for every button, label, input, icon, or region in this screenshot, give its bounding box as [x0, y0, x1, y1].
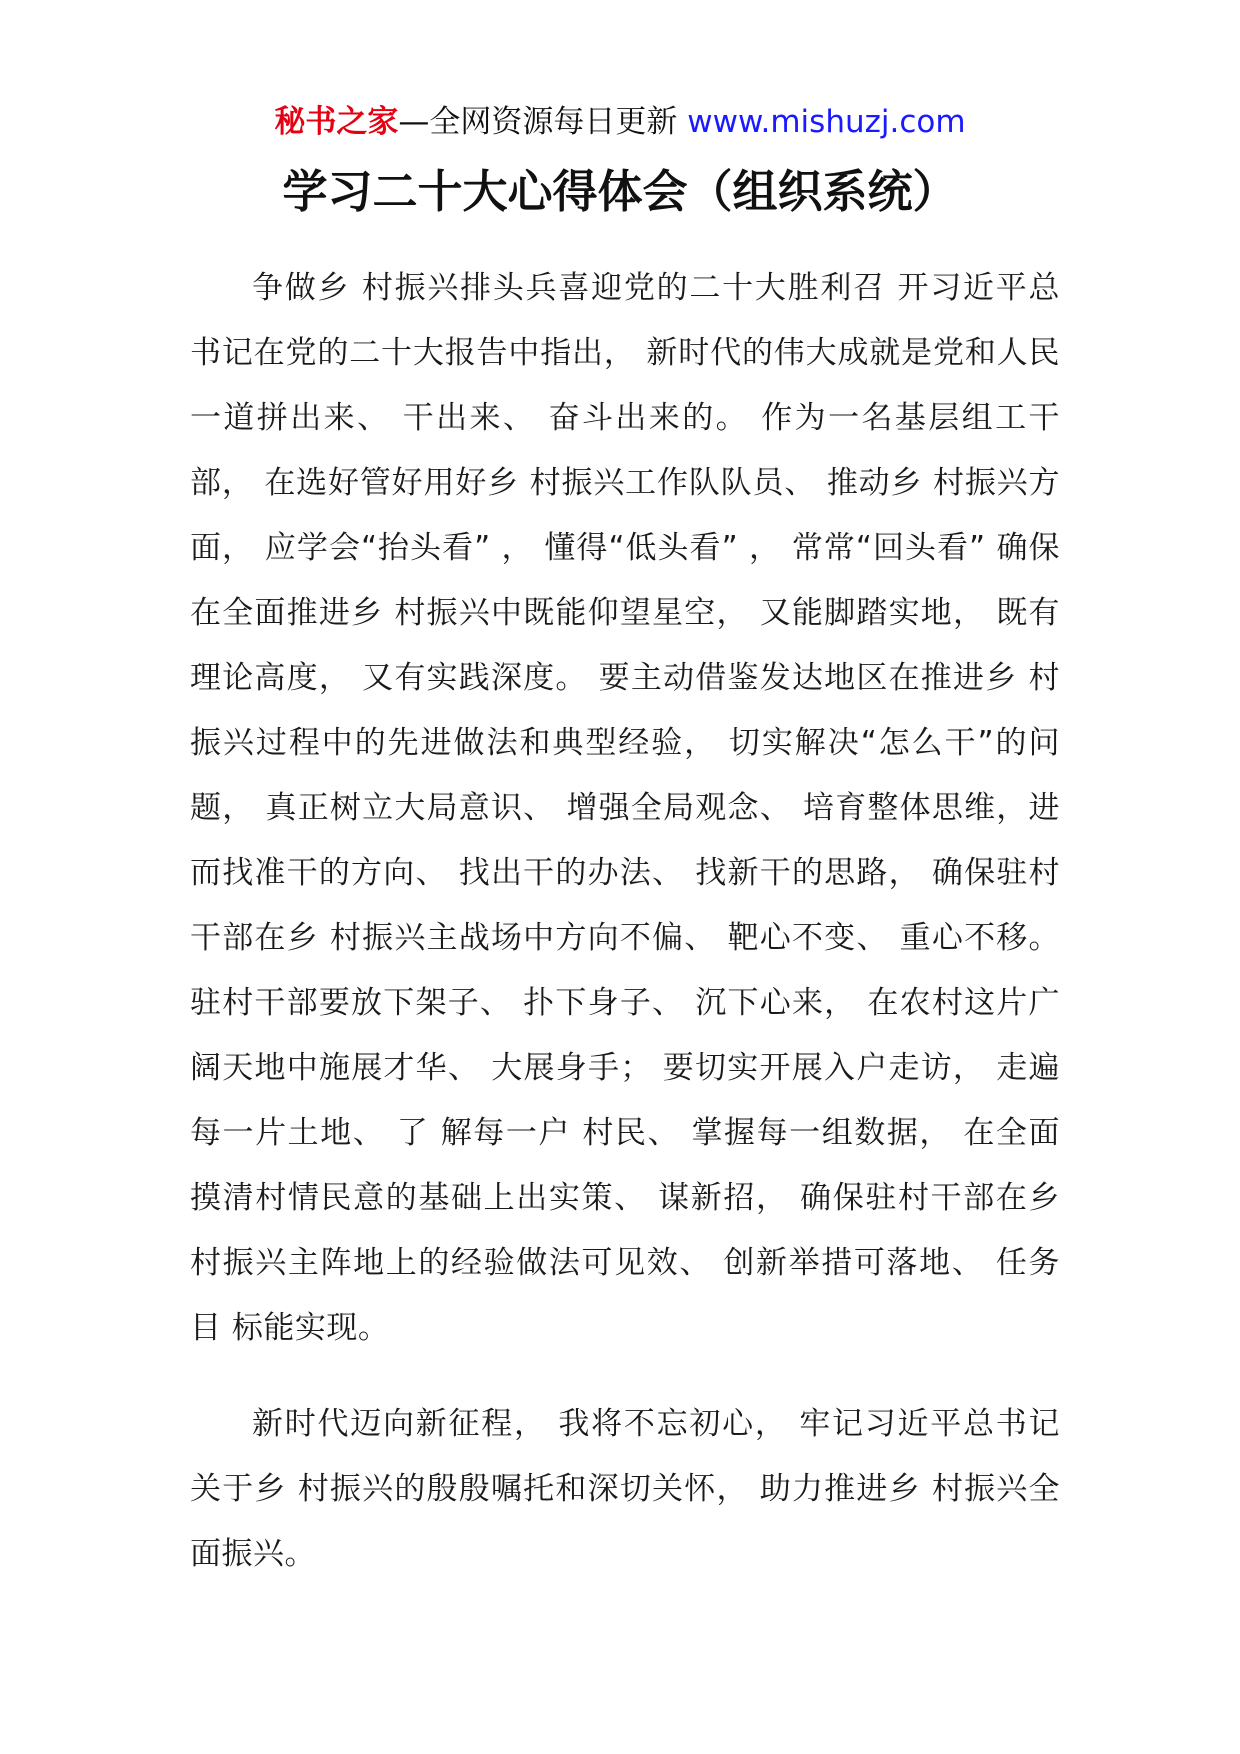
body-paragraph-2: 新时代迈向新征程， 我将不忘初心， 牢记习近平总书记关于乡 村振兴的殷殷嘱托和深切关怀， 助力推进乡 村振兴全面振兴。: [190, 1406, 1060, 1572]
header-banner: [0, 100, 1240, 144]
tagline: —全网资源每日更新: [398, 104, 688, 140]
body-paragraph-1: 争做乡 村振兴排头兵喜迎党的二十大胜利召 开习近平总书记在党的二十大报告中指出， 新时代的伟大成就是党和人民一道拼出来、 干出来、 奋斗出来的。 作为一名基层组工干部， 在选好管好用好乡 村振兴工作队队员、 推动乡 村振兴方面， 应学会“抬头看” ， 懂得“低头看” ， 常常“回头看” 确保在全面推进乡 村振兴中既能仰望星空， 又能脚踏实地， 既有理论高度， 又有实践深度。 要主动借鉴发达地区在推进乡 村振兴过程中的先进做法和典型经验， 切实解决“怎么干”的问题， 真正树立大局意识、 增强全局观念、 培育整体思维，进而找准干的方向、 找出干的办法、 找新干的思路， 确保驻村干部在乡 村振兴主战场中方向不偏、 靶心不变、 重心不移。 驻村干部要放下架子、 扑下身子、 沉下心来， 在农村这片广阔天地中施展才华、 大展身手； 要切实开展入户走访， 走遍每一片土地、 了 解每一户 村民、 掌握每一组数据， 在全面摸清村情民意的基础上出实策、 谋新招， 确保驻村干部在乡 村振兴主阵地上的经验做法可见效、 创新举措可落地、 任务目 标能实现。: [190, 270, 1060, 1346]
site-url-link[interactable]: www.mishuzj.com: [687, 104, 966, 140]
document-title: 学习二十大心得体会（组织系统）: [282, 165, 958, 218]
brand-name: 秘书之家: [274, 104, 399, 140]
